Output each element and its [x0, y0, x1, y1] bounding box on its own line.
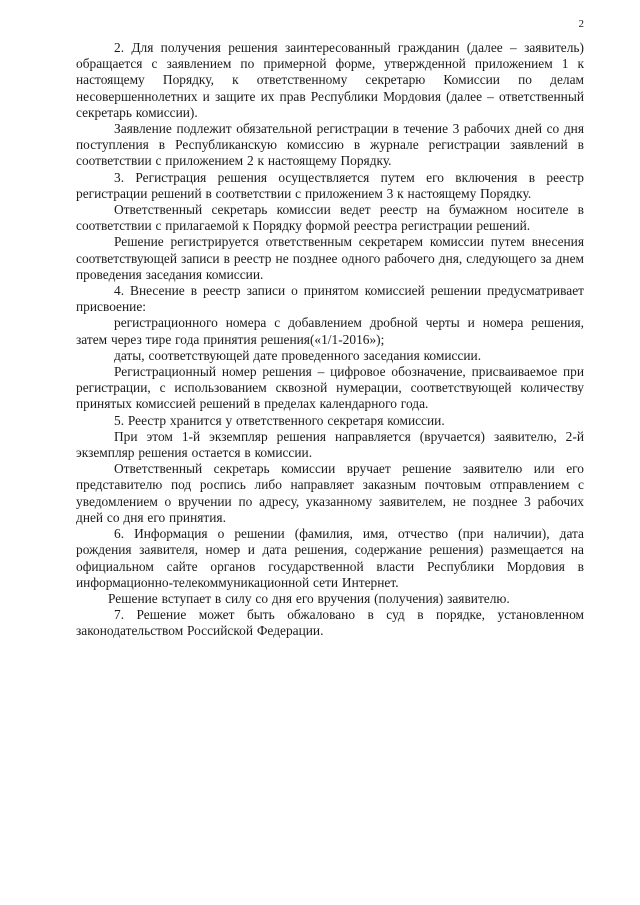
- paragraph-5-register-storage: 5. Реестр хранится у ответственного секретаря комиссии.: [114, 412, 445, 428]
- paragraph-effective-date: Решение вступает в силу со дня его вручения (получения) заявителю.: [108, 590, 510, 606]
- paragraph-registration-timing: Решение регистрируется ответственным секретарем комиссии путем внесения соответствующей записи в реестр не позднее одного рабочего дня, следующего за днем проведения заседания комиссии.: [76, 234, 584, 282]
- paragraph-7-appeal: 7. Решение может быть обжаловано в суд в порядке, установленном законодательством Российской Федерации.: [76, 607, 584, 639]
- paragraph-application-registration: Заявление подлежит обязательной регистрации в течение 3 рабочих дней со дня поступления в Республиканскую комиссию в журнале регистрации заявлений в соответствии с приложением 2 к настоящему Порядку.: [76, 121, 584, 169]
- page-number: 2: [578, 18, 584, 30]
- paragraph-delivery: Ответственный секретарь комиссии вручает решение заявителю или его представителю под роспись либо направляет заказным почтовым отправлением с уведомлением о вручении по адресу, указанному заявителем, не позднее 3 рабочих дней со дня его принятия.: [76, 461, 584, 525]
- document-body: [76, 40, 584, 640]
- paragraph-register-maintenance: Ответственный секретарь комиссии ведет реестр на бумажном носителе в соответствии с прилагаемой к Порядку формой реестра регистрации решений.: [76, 202, 584, 234]
- paragraph-2-application: 2. Для получения решения заинтересованный гражданин (далее – заявитель) обращается с заявлением по примерной форме, утвержденной приложением 1 к настоящему Порядку, к ответственному секретарю Комиссии по делам несовершеннолетних и защите их прав Республики Мордовия (далее – ответственный секретарь комиссии).: [76, 40, 584, 120]
- paragraph-3-decision-registration: 3. Регистрация решения осуществляется путем его включения в реестр регистрации решений в соответствии с приложением 3 к настоящему Порядку.: [76, 169, 584, 201]
- paragraph-copies: При этом 1-й экземпляр решения направляется (вручается) заявителю, 2-й экземпляр решения остается в комиссии.: [76, 428, 584, 461]
- paragraph-date: даты, соответствующей дате проведенного заседания комиссии.: [114, 347, 482, 363]
- paragraph-number-definition: Регистрационный номер решения – цифровое обозначение, присваиваемое при регистрации, с использованием сквозной нумерации, соответствующей количеству принятых комиссией решений в пределах календарного года.: [76, 364, 584, 412]
- paragraph-6-publication: 6. Информация о решении (фамилия, имя, отчество (при наличии), дата рождения заявителя, номер и дата решения, содержание решения) размещается на официальном сайте органов государственной власти Республики Мордовия в информационно-телекоммуникационной сети Интернет.: [76, 526, 584, 590]
- paragraph-4-register-entry: 4. Внесение в реестр записи о принятом комиссией решении предусматривает присвоение:: [76, 283, 584, 315]
- paragraph-registration-number: регистрационного номера с добавлением дробной черты и номера решения, затем через тире года принятия решения(«1/1-2016»);: [76, 315, 584, 347]
